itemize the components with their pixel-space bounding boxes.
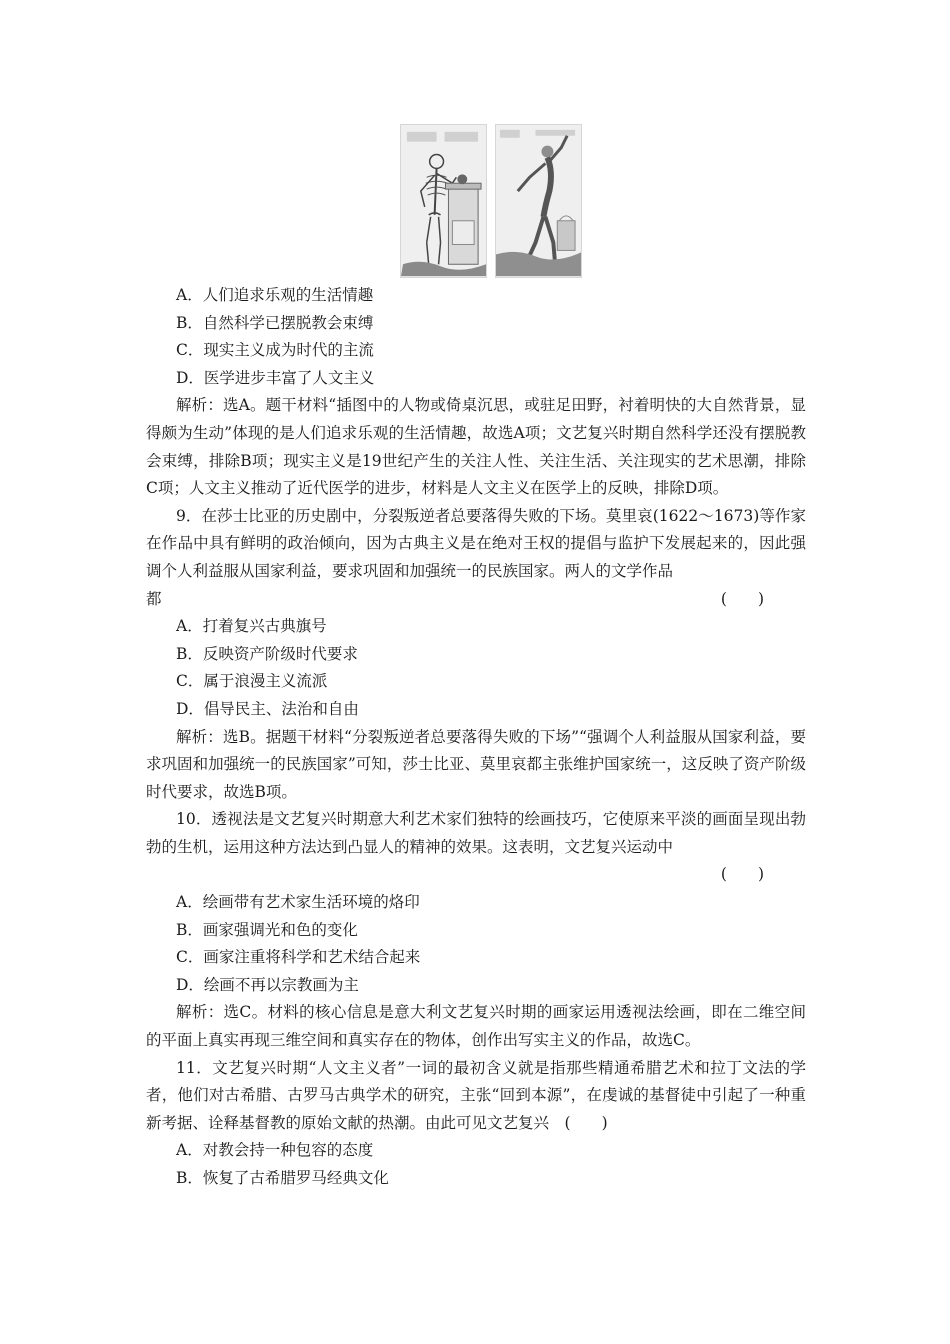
question-9-stem: 9．在莎士比亚的历史剧中，分裂叛逆者总要落得失败的下场。莫里哀(1622～1673)等作家在作品中具有鲜明的政治倾向，因为古典主义是在绝对王权的提倡与监护下发展起来的，因此强调个人利益服从国家利益，要求巩固和加强统一的民族国家。两人的文学作品: [146, 506, 806, 580]
anatomy-illustrations: [400, 124, 582, 278]
question-9-options: [146, 613, 806, 723]
question-8-options: [146, 282, 806, 392]
option-b: B．恢复了古希腊罗马经典文化: [176, 1169, 389, 1187]
question-11-stem-text: 11．文艺复兴时期“人文主义者”一词的最初含义就是指那些精通希腊艺术和拉丁文法的学者，他们对古希腊、古罗马古典学术的研究，主张“回到本源”，在虔诚的基督徒中引起了一种重新考据、诠释基督教的原始文献的热潮。由此可见文艺复兴: [146, 1058, 806, 1132]
question-content: [146, 282, 806, 1193]
answer-bracket: ( ): [720, 865, 764, 884]
question-9-stem-tail: 都: [146, 589, 162, 608]
question-10-bracket-line: [146, 861, 806, 889]
option-b: B．自然科学已摆脱教会束缚: [176, 313, 374, 332]
question-9-stem-end: [146, 586, 806, 614]
option-d: D．绘画不再以宗教画为主: [176, 975, 359, 994]
muscle-figure-illustration: [495, 124, 582, 278]
option-a: A．打着复兴古典旗号: [176, 617, 327, 636]
option-a: A．对教会持一种包容的态度: [176, 1141, 374, 1160]
option-c: C．画家注重将科学和艺术结合起来: [176, 948, 421, 967]
option-a: A．人们追求乐观的生活情趣: [176, 286, 374, 304]
option-d: D．医学进步丰富了人文主义: [176, 368, 375, 387]
answer-bracket: ( ): [564, 1113, 608, 1132]
answer-bracket: ( ): [720, 589, 764, 608]
skeleton-illustration: [400, 124, 487, 278]
option-c: C．属于浪漫主义流派: [176, 672, 328, 691]
muscle-figure-drawing: [496, 125, 581, 277]
skeleton-drawing: [401, 125, 486, 277]
option-d: D．倡导民主、法治和自由: [176, 699, 359, 718]
question-10-options: [146, 889, 806, 999]
question-11-options: [146, 1137, 806, 1192]
option-c: C．现实主义成为时代的主流: [176, 341, 374, 360]
question-9-analysis: 解析：选B。据题干材料“分裂叛逆者总要落得失败的下场”“强调个人利益服从国家利益，要求巩固和加强统一的民族国家”可知，莎士比亚、莫里哀都主张维护国家统一，这反映了资产阶级时代要求，故选B项。: [146, 727, 806, 801]
option-b: B．画家强调光和色的变化: [176, 920, 358, 939]
question-11-stem: [146, 1055, 806, 1138]
question-8-analysis: 解析：选A。题干材料“插图中的人物或倚桌沉思，或驻足田野，衬着明快的大自然背景，显得颇为生动”体现的是人们追求乐观的生活情趣，故选A项；文艺复兴时期自然科学还没有摆脱教会束缚，排除B项；现实主义是19世纪产生的关注人性、关注生活、关注现实的艺术思潮，排除C项；人文主义推动了近代医学的进步，材料是人文主义在医学上的反映，排除D项。: [146, 396, 806, 498]
option-b: B．反映资产阶级时代要求: [176, 644, 358, 663]
option-a: A．绘画带有艺术家生活环境的烙印: [176, 893, 420, 912]
question-10-stem: 10．透视法是文艺复兴时期意大利艺术家们独特的绘画技巧，它使原来平淡的画面呈现出勃勃的生机，运用这种方法达到凸显人的精神的效果。这表明，文艺复兴运动中: [146, 810, 806, 856]
question-10-analysis: 解析：选C。材料的核心信息是意大利文艺复兴时期的画家运用透视法绘画，即在二维空间的平面上真实再现三维空间和真实存在的物体，创作出写实主义的作品，故选C。: [146, 1003, 806, 1050]
